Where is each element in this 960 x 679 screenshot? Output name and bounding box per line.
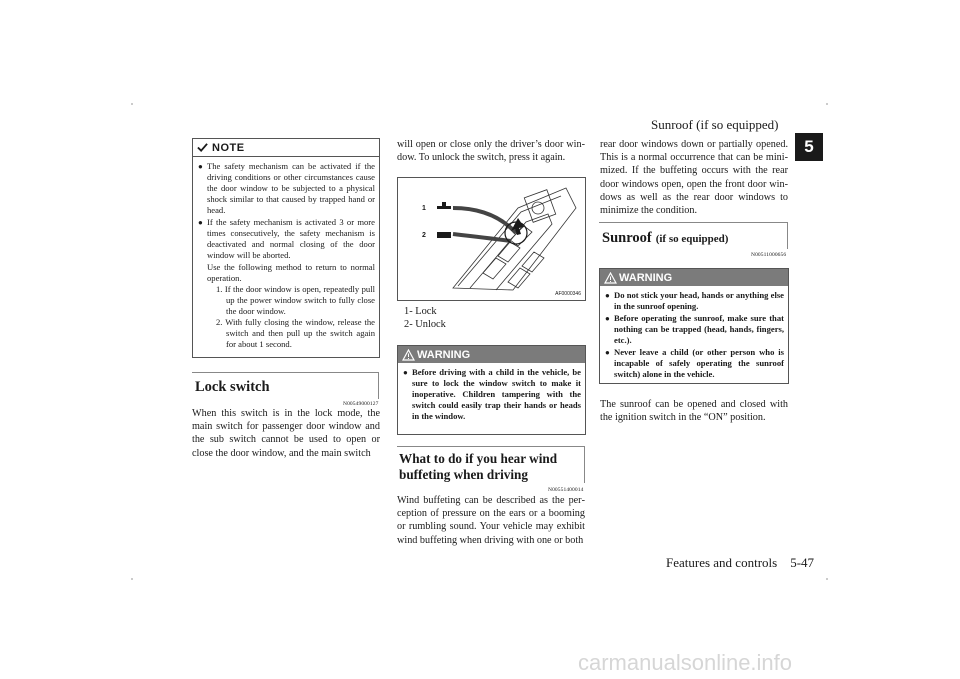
note-box <box>192 138 380 358</box>
crop-mark <box>826 103 828 105</box>
lock-switch-heading <box>192 372 379 399</box>
note-label: NOTE <box>212 141 245 154</box>
warning-label: WARNING <box>417 348 471 361</box>
page-footer: Features and controls 5-47 <box>666 555 815 570</box>
warning-bullet: ● Never leave a child (or other person who is incapable of safely operating the sunroof switch) alone in the vehicle. <box>605 347 784 380</box>
page-header-title: Sunroof (if so equipped) <box>651 117 779 132</box>
note-step: 2. With fully closing the window, release the switch and then pull up the switch again for about 1 second. <box>216 317 375 349</box>
warning-label: WARNING <box>619 271 673 284</box>
check-icon <box>197 142 208 153</box>
wind-buffeting-paragraph: Wind buffeting can be described as the perception of pressure on the ears or a booming or rumbling sound. Your vehicle may exhibit wind buffeting when driving with one or both <box>397 495 585 546</box>
wind-title-line2: buffeting when driving <box>399 467 528 482</box>
figure-legend <box>404 305 446 331</box>
wind-title-line1: What to do if you hear wind <box>399 451 558 466</box>
warning-body <box>600 286 788 385</box>
crop-mark <box>826 578 828 580</box>
section-code: N00551400014 <box>548 487 584 493</box>
column3-cont <box>600 138 788 217</box>
lock-switch-text <box>192 407 380 460</box>
column3-cont-paragraph: rear door windows down or partially opened. This is a normal occurrence that can be minimized. If the buffeting occurs with the rear door windows open, open the front door windows as well as the rear door windows to minimize the condition. <box>600 139 788 217</box>
lock-switch-title: Lock switch <box>195 379 270 395</box>
note-step: 1. If the door window is open, repeatedly pull up the power window switch to fully close the door window. <box>216 284 375 316</box>
warning-header <box>600 269 788 286</box>
figure-marker-1: 1 <box>422 205 426 212</box>
warning-body <box>398 363 585 427</box>
crop-mark <box>131 578 133 580</box>
sunroof-title <box>602 229 728 247</box>
legend-item-unlock: 2- Unlock <box>404 319 446 330</box>
note-body <box>193 157 379 350</box>
warning-box-child <box>397 345 586 435</box>
warning-bullet: ● Do not stick your head, hands or anything else in the sunroof opening. <box>605 290 784 312</box>
sunroof-title-main: Sunroof <box>602 230 652 246</box>
wind-buffeting-heading <box>397 446 585 483</box>
column2-cont <box>397 138 585 164</box>
warning-box-sunroof <box>599 268 789 384</box>
sunroof-text <box>600 398 788 424</box>
column2-cont-paragraph: will open or close only the driver’s door window. To unlock the switch, press it again. <box>397 139 585 164</box>
crop-mark <box>131 103 133 105</box>
note-header <box>193 139 379 157</box>
note-bullet: ● The safety mechanism can be activated if the driving conditions or other circumstances cause the door window to be subjected to a physical shock similar to that caused by trapped hand or head. <box>198 161 375 216</box>
note-bullet: ● If the safety mechanism is activated 3 or more times consecutively, the safety mechanism is deactivated and normal closing of the door window will be aborted. <box>198 217 375 261</box>
legend-item-lock: 1- Lock <box>404 306 437 317</box>
warning-triangle-icon <box>604 272 617 284</box>
wind-buffeting-text <box>397 494 585 547</box>
section-code: N00549000127 <box>343 401 379 407</box>
warning-bullet: ● Before driving with a child in the vehicle, be sure to lock the window switch to make it inoperative. Children tampering with the switch could easily trap their hands or heads in the window. <box>403 367 581 422</box>
lock-switch-figure <box>397 177 586 301</box>
warning-header <box>398 346 585 363</box>
warning-triangle-icon <box>402 349 415 361</box>
note-method-intro: Use the following method to return to normal operation. <box>207 262 375 283</box>
lock-switch-paragraph: When this switch is in the lock mode, the main switch for passenger door window and the sub switch cannot be used to open or close the door window, and the main switch <box>192 408 380 459</box>
warning-bullet: ● Before operating the sunroof, make sure that nothing can be trapped (head, hands, fingers, etc.). <box>605 313 784 346</box>
watermark-text: carmanualsonline.info <box>578 650 793 675</box>
chapter-tab: 5 <box>795 133 823 161</box>
sunroof-title-sub: (if so equipped) <box>655 233 729 245</box>
figure-code: AF0000346 <box>555 291 581 297</box>
figure-marker-2: 2 <box>422 232 426 239</box>
section-code: N00511000656 <box>751 252 787 258</box>
sunroof-paragraph: The sunroof can be opened and closed with the ignition switch in the “ON” position. <box>600 399 788 424</box>
door-switch-illustration <box>398 178 585 300</box>
sunroof-heading <box>599 222 788 249</box>
